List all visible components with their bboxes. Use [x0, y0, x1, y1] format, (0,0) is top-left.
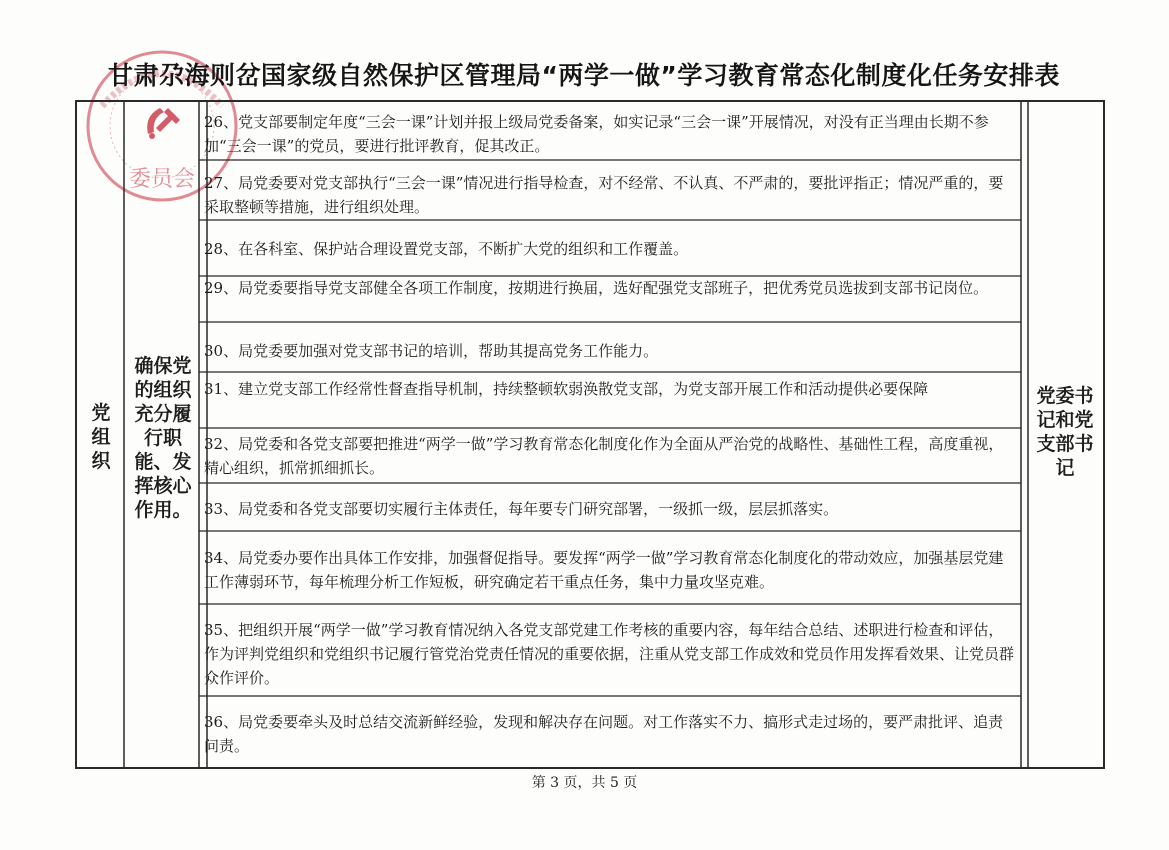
task-item: 35、把组织开展“两学一做”学习教育情况纳入各党支部党建工作考核的重要内容，每年结合总结、述职进行检查和评估，作为评判党组织和党组织书记履行管党治党责任情况的重要依据，注重从党支部工作成效和党员作用发挥看效果、让党员群众作评价。 — [204, 621, 1015, 687]
document-title: 甘肃尕海则岔国家级自然保护区管理局“两学一做”学习教育常态化制度化任务安排表 — [108, 61, 1060, 90]
responsible-cell: 党委书记和党支部书记 — [1036, 385, 1094, 479]
task-item: 27、局党委要对党支部执行“三会一课”情况进行指导检查，对不经常、不认真、不严肃的，要批评指正；情况严重的，要采取整顿等措施，进行组织处理。 — [204, 174, 1004, 216]
task-item: 29、局党委要指导党支部健全各项工作制度，按期进行换届，选好配强党支部班子，把优秀党员选拔到支部书记岗位。 — [204, 279, 989, 297]
seal-text: 委员会 — [128, 167, 196, 192]
task-item: 32、局党委和各党支部要把推进“两学一做”学习教育常态化制度化作为全面从严治党的战略性、基础性工程，高度重视，精心组织，抓常抓细抓长。 — [204, 435, 1004, 477]
category-cell: 党组织 — [91, 402, 111, 472]
task-item: 34、局党委办要作出具体工作安排，加强督促指导。要发挥“两学一做”学习教育常态化制度化的带动效应，加强基层党建工作薄弱环节，每年梳理分析工作短板，研究确定若干重点任务，集中力量攻坚克难。 — [204, 549, 1004, 591]
goal-cell: 确保党的组织充分履行职能、发挥核心作用。 — [134, 355, 192, 521]
task-item: 31、建立党支部工作经常性督查指导机制，持续整顿软弱涣散党支部，为党支部开展工作和活动提供必要保障 — [204, 380, 929, 398]
task-item: 33、局党委和各党支部要切实履行主体责任，每年要专门研究部署，一级抓一级，层层抓落实。 — [204, 500, 839, 518]
task-item: 26、党支部要制定年度“三会一课”计划并报上级局党委备案，如实记录“三会一课”开展情况，对没有正当理由长期不参加“三会一课”的党员，要进行批评教育，促其改正。 — [204, 113, 989, 155]
task-item: 36、局党委要牵头及时总结交流新鲜经验，发现和解决存在问题。对工作落实不力、搞形式走过场的，要严肃批评、追责问责。 — [204, 713, 1004, 755]
task-item: 30、局党委要加强对党支部书记的培训，帮助其提高党务工作能力。 — [204, 342, 659, 360]
page-number: 第 3 页，共 5 页 — [531, 775, 638, 791]
task-item: 28、在各科室、保护站合理设置党支部，不断扩大党的组织和工作覆盖。 — [204, 240, 689, 258]
